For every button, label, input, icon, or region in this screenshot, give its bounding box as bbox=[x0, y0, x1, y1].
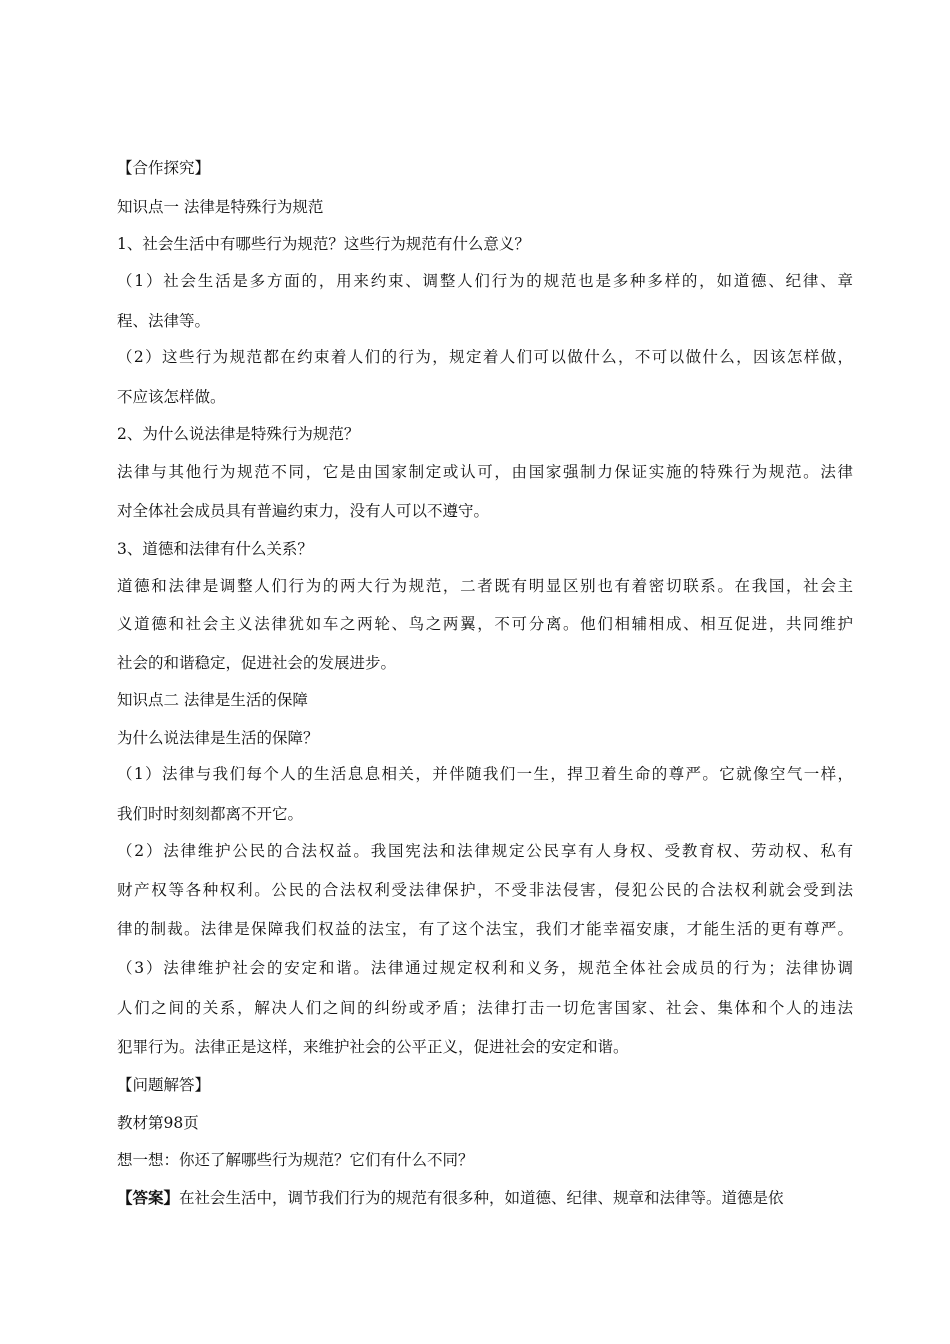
paragraph-line: 财产权等各种权利。公民的合法权利受法律保护，不受非法侵害，侵犯公民的合法权利就会受到法 bbox=[117, 881, 853, 899]
section-heading-answers: 【问题解答】 bbox=[117, 1076, 211, 1094]
paragraph-line: 社会的和谐稳定，促进社会的发展进步。 bbox=[117, 654, 397, 672]
section-heading-cooperative-inquiry: 【合作探究】 bbox=[117, 159, 211, 177]
paragraph-line: 不应该怎样做。 bbox=[117, 388, 226, 406]
paragraph-line: 律的制裁。法律是保障我们权益的法宝，有了这个法宝，我们才能幸福安康，才能生活的更有尊严。 bbox=[117, 920, 853, 938]
paragraph-line: 法律与其他行为规范不同，它是由国家制定或认可，由国家强制力保证实施的特殊行为规范。法律 bbox=[117, 463, 853, 481]
paragraph-line: 人们之间的关系，解决人们之间的纠纷或矛盾；法律打击一切危害国家、社会、集体和个人的违法 bbox=[117, 999, 853, 1017]
paragraph-line: （3）法律维护社会的安定和谐。法律通过规定权利和义务，规范全体社会成员的行为；法律协调 bbox=[117, 959, 853, 977]
answer-line bbox=[117, 1188, 853, 1208]
textbook-page-ref: 教材第98页 bbox=[117, 1114, 199, 1132]
question-3: 3、道德和法律有什么关系？ bbox=[117, 540, 313, 558]
paragraph-line: （1）法律与我们每个人的生活息息相关，并伴随我们一生，捍卫着生命的尊严。它就像空气一样， bbox=[117, 765, 853, 783]
question-1: 1、社会生活中有哪些行为规范？这些行为规范有什么意义？ bbox=[117, 235, 530, 253]
knowledge-point-1-title: 知识点一 法律是特殊行为规范 bbox=[117, 198, 324, 216]
paragraph-line: （2）法律维护公民的合法权益。我国宪法和法律规定公民享有人身权、受教育权、劳动权、私有 bbox=[117, 842, 853, 860]
paragraph-line: 犯罪行为。法律正是这样，来维护社会的公平正义，促进社会的安定和谐。 bbox=[117, 1038, 629, 1056]
paragraph-line: 对全体社会成员具有普遍约束力，没有人可以不遵守。 bbox=[117, 502, 490, 520]
question-4: 为什么说法律是生活的保障？ bbox=[117, 729, 319, 747]
answer-label: 【答案】 bbox=[117, 1188, 180, 1207]
paragraph-line: （1）社会生活是多方面的，用来约束、调整人们行为的规范也是多种多样的，如道德、纪律、章 bbox=[117, 272, 853, 290]
question-2: 2、为什么说法律是特殊行为规范？ bbox=[117, 425, 360, 443]
knowledge-point-2-title: 知识点二 法律是生活的保障 bbox=[117, 691, 308, 709]
think-question: 想一想：你还了解哪些行为规范？它们有什么不同？ bbox=[117, 1151, 474, 1169]
paragraph-line: 我们时时刻刻都离不开它。 bbox=[117, 805, 304, 823]
answer-text: 在社会生活中，调节我们行为的规范有很多种，如道德、纪律、规章和法律等。道德是依 bbox=[179, 1189, 784, 1207]
paragraph-line: 道德和法律是调整人们行为的两大行为规范，二者既有明显区别也有着密切联系。在我国，社会主 bbox=[117, 577, 853, 595]
paragraph-line: （2）这些行为规范都在约束着人们的行为，规定着人们可以做什么，不可以做什么，因该怎样做， bbox=[117, 348, 853, 366]
paragraph-line: 程、法律等。 bbox=[117, 312, 211, 330]
paragraph-line: 义道德和社会主义法律犹如车之两轮、鸟之两翼，不可分离。他们相辅相成、相互促进，共同维护 bbox=[117, 615, 853, 633]
